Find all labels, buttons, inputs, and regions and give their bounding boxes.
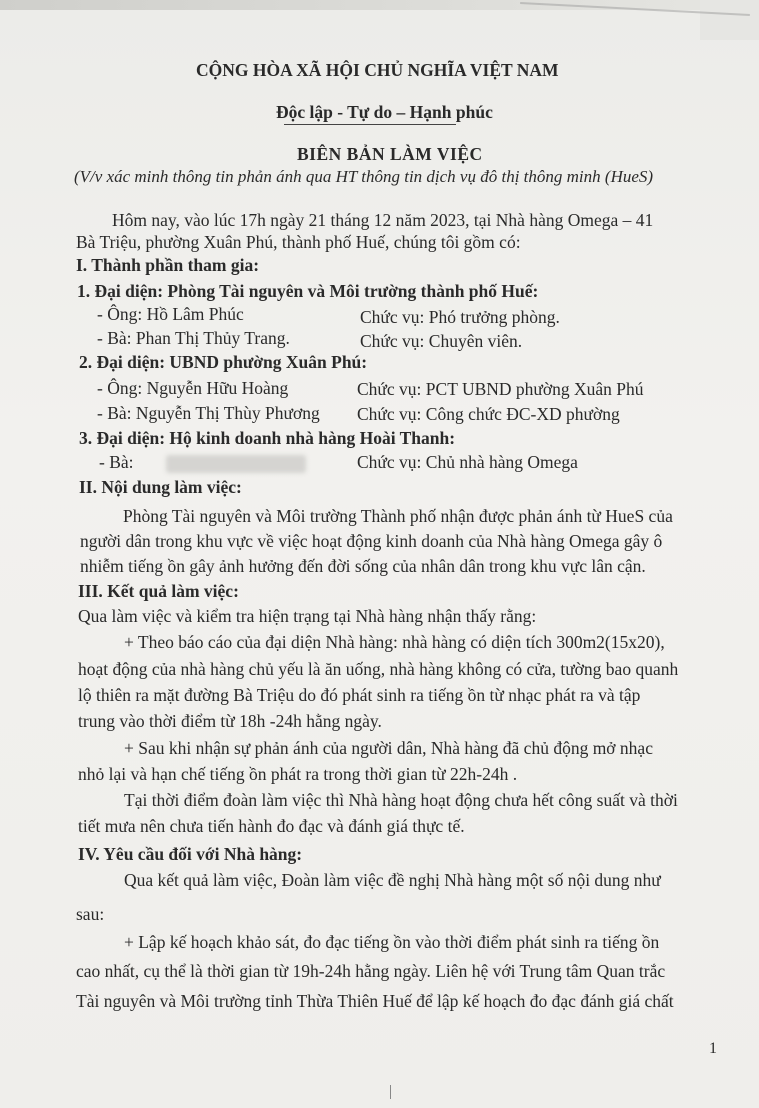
member-name: - Bà: Phan Thị Thủy Trang. xyxy=(97,328,290,348)
paragraph-line: Phòng Tài nguyên và Môi trường Thành phố nhận được phản ánh từ HueS của xyxy=(123,506,673,526)
paragraph-line: nhiễm tiếng ồn gây ảnh hưởng đến đời sống của nhân dân trong khu vực lân cận. xyxy=(80,556,646,576)
paragraph-line: Tại thời điểm đoàn làm việc thì Nhà hàng hoạt động chưa hết công suất và thời xyxy=(124,790,678,810)
member-role: Chức vụ: Công chức ĐC-XD phường xyxy=(357,404,620,424)
paragraph-line: Qua kết quả làm việc, Đoàn làm việc đề nghị Nhà hàng một số nội dung như xyxy=(124,870,661,890)
member-name xyxy=(99,451,306,473)
country-heading: CỘNG HÒA XÃ HỘI CHỦ NGHĨA VIỆT NAM xyxy=(196,60,559,80)
document-title: BIÊN BẢN LÀM VIỆC xyxy=(297,144,483,164)
section-4-heading: IV. Yêu cầu đối với Nhà hàng: xyxy=(78,844,303,864)
group-3-title: 3. Đại diện: Hộ kinh doanh nhà hàng Hoài Thanh: xyxy=(79,428,456,448)
bottom-mark xyxy=(390,1085,391,1099)
member-role: Chức vụ: Phó trưởng phòng. xyxy=(360,307,560,327)
member-name: - Ông: Nguyễn Hữu Hoàng xyxy=(97,378,289,398)
member-name-label: - Bà: xyxy=(99,452,134,472)
motto-underline xyxy=(284,124,456,125)
paragraph-line: người dân trong khu vực về việc hoạt động kinh doanh của Nhà hàng Omega gây ô xyxy=(80,531,663,551)
paragraph-line: cao nhất, cụ thể là thời gian từ 19h-24h hằng ngày. Liên hệ với Trung tâm Quan trắc xyxy=(76,961,666,981)
member-name: - Bà: Nguyễn Thị Thùy Phương xyxy=(97,403,320,423)
motto: Độc lập - Tự do – Hạnh phúc xyxy=(276,102,493,122)
group-1-title: 1. Đại diện: Phòng Tài nguyên và Môi trường thành phố Huế: xyxy=(77,281,539,301)
paragraph-line: tiết mưa nên chưa tiến hành đo đạc và đánh giá thực tế. xyxy=(78,816,465,836)
paragraph-line: Qua làm việc và kiểm tra hiện trạng tại Nhà hàng nhận thấy rằng: xyxy=(78,606,537,626)
member-role: Chức vụ: Chuyên viên. xyxy=(360,331,523,351)
section-1-heading: I. Thành phần tham gia: xyxy=(76,255,260,275)
section-3-heading: III. Kết quả làm việc: xyxy=(78,581,239,601)
paragraph-line: trung vào thời điểm từ 18h -24h hằng ngày. xyxy=(78,711,382,731)
member-role: Chức vụ: Chủ nhà hàng Omega xyxy=(357,452,578,472)
member-role: Chức vụ: PCT UBND phường Xuân Phú xyxy=(357,379,644,399)
page-number: 1 xyxy=(709,1040,717,1057)
paragraph-line: + Sau khi nhận sự phản ánh của người dân, Nhà hàng đã chủ động mở nhạc xyxy=(124,738,653,758)
paragraph-line: nhỏ lại và hạn chế tiếng ồn phát ra trong thời gian từ 22h-24h . xyxy=(78,764,518,784)
paragraph-line: + Lập kế hoạch khảo sát, đo đạc tiếng ồn vào thời điểm phát sinh ra tiếng ồn xyxy=(124,932,660,952)
group-2-title: 2. Đại diện: UBND phường Xuân Phú: xyxy=(79,352,368,372)
member-name: - Ông: Hồ Lâm Phúc xyxy=(97,304,244,324)
intro-line-1: Hôm nay, vào lúc 17h ngày 21 tháng 12 năm 2023, tại Nhà hàng Omega – 41 xyxy=(112,210,654,230)
section-2-heading: II. Nội dung làm việc: xyxy=(79,477,242,497)
paragraph-line: Tài nguyên và Môi trường tỉnh Thừa Thiên Huế để lập kế hoạch đo đạc đánh giá chất xyxy=(76,991,674,1011)
paragraph-line: hoạt động của nhà hàng chủ yếu là ăn uống, nhà hàng không có cửa, tường bao quanh xyxy=(78,659,679,679)
redacted-name xyxy=(166,455,306,473)
paragraph-line: lộ thiên ra mặt đường Bà Triệu do đó phát sinh ra tiếng ồn từ nhạc phát ra và tập xyxy=(78,685,641,705)
intro-line-2: Bà Triệu, phường Xuân Phú, thành phố Huế, chúng tôi gồm có: xyxy=(76,232,521,252)
paragraph-line: + Theo báo cáo của đại diện Nhà hàng: nhà hàng có diện tích 300m2(15x20), xyxy=(124,632,665,652)
document-subtitle: (V/v xác minh thông tin phản ánh qua HT thông tin dịch vụ đô thị thông minh (HueS) xyxy=(74,167,654,186)
paragraph-line: sau: xyxy=(76,904,105,924)
